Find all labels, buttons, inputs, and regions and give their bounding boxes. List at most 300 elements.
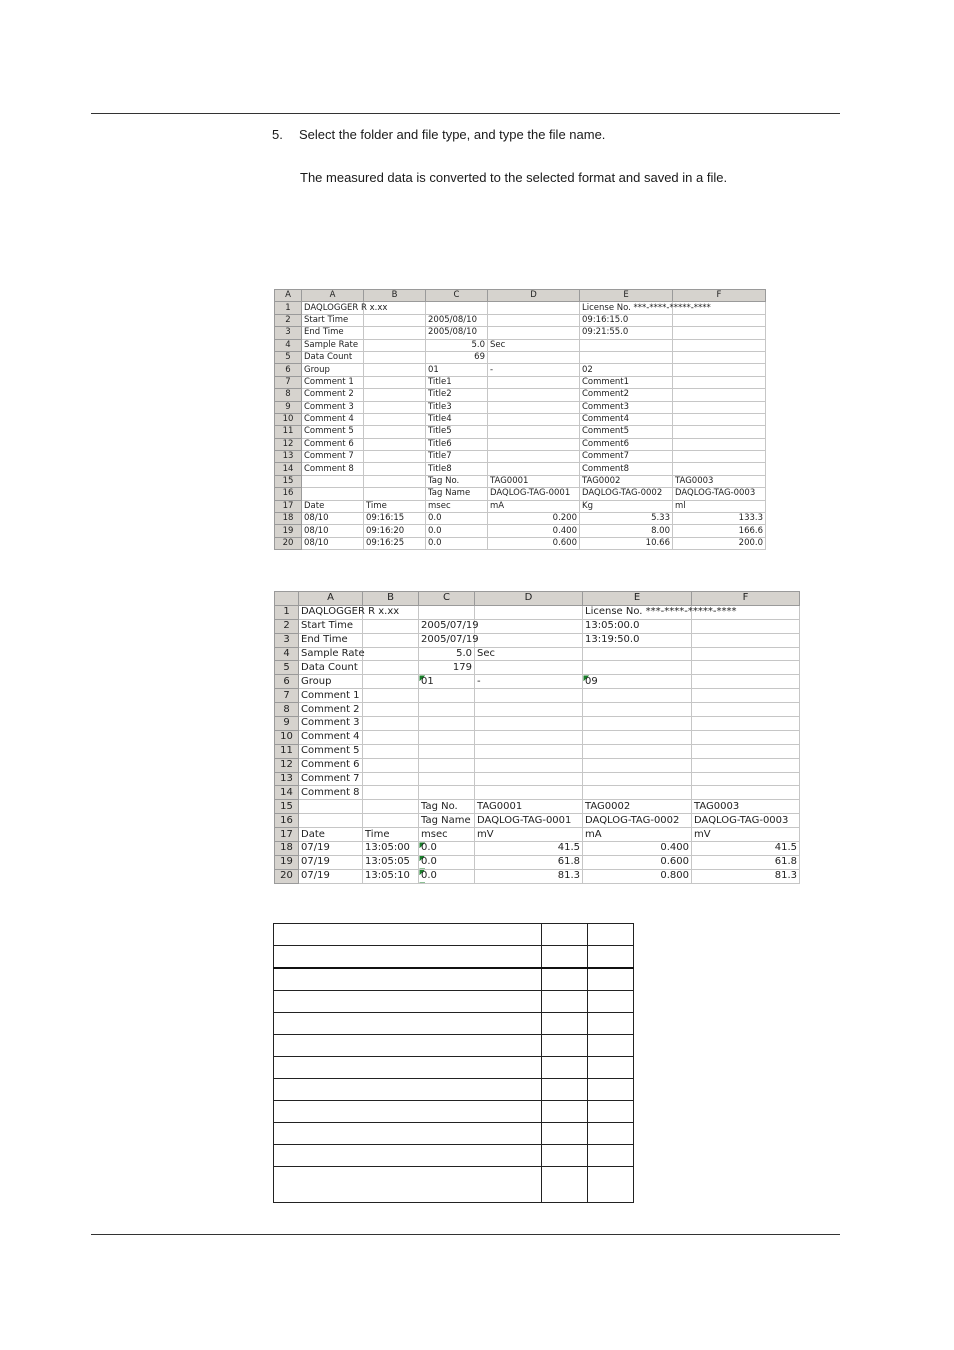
cell-d2[interactable] bbox=[475, 619, 583, 633]
column-header-e[interactable]: E bbox=[583, 592, 692, 606]
cell-f11[interactable] bbox=[673, 426, 766, 438]
cell-e10[interactable] bbox=[583, 730, 692, 744]
cell-f17[interactable]: mV bbox=[692, 828, 800, 842]
column-header-a[interactable]: A bbox=[299, 592, 363, 606]
cell-e20[interactable]: 0.800 bbox=[583, 869, 692, 883]
column-header-f[interactable]: F bbox=[673, 290, 766, 302]
column-header-b[interactable]: B bbox=[364, 290, 426, 302]
step-number: 5. bbox=[272, 127, 283, 142]
cell-d20[interactable]: 0.600 bbox=[488, 537, 580, 549]
cell-e17[interactable]: Kg bbox=[580, 500, 673, 512]
cell-c8[interactable]: Title2 bbox=[426, 389, 488, 401]
cell-e7[interactable]: Comment1 bbox=[580, 376, 673, 388]
cell-e11[interactable] bbox=[583, 744, 692, 758]
cell-f6[interactable] bbox=[692, 675, 800, 689]
row-header[interactable]: 13 bbox=[275, 451, 302, 463]
row-header[interactable]: 10 bbox=[275, 413, 302, 425]
cell-f2[interactable] bbox=[692, 619, 800, 633]
cell-d7[interactable] bbox=[488, 376, 580, 388]
row-header[interactable]: 11 bbox=[275, 744, 299, 758]
cell-c4[interactable]: 5.0 bbox=[426, 339, 488, 351]
row-header[interactable]: 8 bbox=[275, 703, 299, 717]
cell-d4[interactable]: Sec bbox=[475, 647, 583, 661]
cell-a13[interactable]: Comment 7 bbox=[302, 451, 364, 463]
cell-a2[interactable]: Start Time bbox=[299, 619, 363, 633]
cell-d11[interactable] bbox=[488, 426, 580, 438]
cell-c19[interactable]: 0.0 bbox=[419, 855, 475, 869]
row-header[interactable]: 2 bbox=[275, 619, 299, 633]
cell-f13[interactable] bbox=[673, 451, 766, 463]
cell-e4[interactable] bbox=[580, 339, 673, 351]
cell-d14[interactable] bbox=[488, 463, 580, 475]
cell-a8[interactable]: Comment 2 bbox=[302, 389, 364, 401]
cell-a14[interactable]: Comment 8 bbox=[302, 463, 364, 475]
cell-e17[interactable]: mA bbox=[583, 828, 692, 842]
cell-c12[interactable] bbox=[419, 758, 475, 772]
sheet-row bbox=[275, 605, 800, 619]
cell-c2[interactable]: 2005/08/10 bbox=[426, 314, 488, 326]
cell-d13[interactable] bbox=[488, 451, 580, 463]
cell-a4[interactable]: Sample Rate bbox=[299, 647, 363, 661]
row-header[interactable]: 11 bbox=[275, 426, 302, 438]
row-header[interactable]: 19 bbox=[275, 525, 302, 537]
cell-b19[interactable]: 13:05:05 bbox=[363, 855, 419, 869]
cell-f11[interactable] bbox=[692, 744, 800, 758]
row-header[interactable]: 3 bbox=[275, 327, 302, 339]
row-header[interactable]: 17 bbox=[275, 828, 299, 842]
cell-e2[interactable]: 09:16:15.0 bbox=[580, 314, 673, 326]
cell-e14[interactable] bbox=[583, 786, 692, 800]
cell-b18[interactable]: 13:05:00 bbox=[363, 842, 419, 856]
cell-b9[interactable] bbox=[363, 717, 419, 731]
cell-a14[interactable]: Comment 8 bbox=[299, 786, 363, 800]
cell-f12[interactable] bbox=[673, 438, 766, 450]
cell-e13[interactable]: Comment7 bbox=[580, 451, 673, 463]
cell-b14[interactable] bbox=[364, 463, 426, 475]
row-header[interactable]: 4 bbox=[275, 647, 299, 661]
cell-d8[interactable] bbox=[475, 703, 583, 717]
cell-b6[interactable] bbox=[364, 364, 426, 376]
cell-c12[interactable]: Title6 bbox=[426, 438, 488, 450]
cell-c20[interactable]: 0.0 bbox=[426, 537, 488, 549]
cell-e16[interactable]: DAQLOG-TAG-0002 bbox=[580, 488, 673, 500]
cell-d16[interactable]: DAQLOG-TAG-0001 bbox=[475, 814, 583, 828]
cell-b12[interactable] bbox=[364, 438, 426, 450]
row-header[interactable]: 1 bbox=[275, 605, 299, 619]
cell-e13[interactable] bbox=[583, 772, 692, 786]
cell-c17[interactable]: msec bbox=[426, 500, 488, 512]
cell-e18[interactable]: 5.33 bbox=[580, 513, 673, 525]
cell-d15[interactable]: TAG0001 bbox=[488, 475, 580, 487]
cell-a11[interactable]: Comment 5 bbox=[302, 426, 364, 438]
cell-b9[interactable] bbox=[364, 401, 426, 413]
cell-a18[interactable]: 07/19 bbox=[299, 842, 363, 856]
cell-c5[interactable]: 179 bbox=[419, 661, 475, 675]
cell-d10[interactable] bbox=[488, 413, 580, 425]
cell-d19[interactable]: 0.400 bbox=[488, 525, 580, 537]
cell-c16[interactable]: Tag Name bbox=[419, 814, 475, 828]
cell-e1[interactable]: License No. ***-****-*****-**** bbox=[580, 302, 673, 314]
cell-d2[interactable] bbox=[488, 314, 580, 326]
cell-b4[interactable] bbox=[364, 339, 426, 351]
cell-f7[interactable] bbox=[692, 689, 800, 703]
cell-d9[interactable] bbox=[488, 401, 580, 413]
cell-a11[interactable]: Comment 5 bbox=[299, 744, 363, 758]
cell-d7[interactable] bbox=[475, 689, 583, 703]
cell-e19[interactable]: 8.00 bbox=[580, 525, 673, 537]
cell-c6[interactable]: 01 bbox=[419, 675, 475, 689]
cell-e3[interactable]: 09:21:55.0 bbox=[580, 327, 673, 339]
row-header[interactable]: 5 bbox=[275, 351, 302, 363]
cell-b11[interactable] bbox=[364, 426, 426, 438]
cell-e15[interactable]: TAG0002 bbox=[580, 475, 673, 487]
cell-c9[interactable]: Title3 bbox=[426, 401, 488, 413]
cell-f16[interactable]: DAQLOG-TAG-0003 bbox=[673, 488, 766, 500]
cell-f4[interactable] bbox=[673, 339, 766, 351]
cell-c18[interactable]: 0.0 bbox=[426, 513, 488, 525]
column-header-f[interactable]: F bbox=[692, 592, 800, 606]
sheet-row bbox=[275, 619, 800, 633]
cell-f3[interactable] bbox=[673, 327, 766, 339]
cell-d10[interactable] bbox=[475, 730, 583, 744]
cell-d20[interactable]: 81.3 bbox=[475, 869, 583, 883]
cell-f14[interactable] bbox=[692, 786, 800, 800]
cell-a19[interactable]: 07/19 bbox=[299, 855, 363, 869]
row-header[interactable]: 9 bbox=[275, 717, 299, 731]
blank-row bbox=[274, 968, 634, 991]
cell-a7[interactable]: Comment 1 bbox=[299, 689, 363, 703]
cell-a4[interactable]: Sample Rate bbox=[302, 339, 364, 351]
blank-row bbox=[274, 1101, 634, 1123]
cell-c13[interactable]: Title7 bbox=[426, 451, 488, 463]
cell-e9[interactable]: Comment3 bbox=[580, 401, 673, 413]
cell-d17[interactable]: mA bbox=[488, 500, 580, 512]
cell-f6[interactable] bbox=[673, 364, 766, 376]
cell-c10[interactable] bbox=[419, 730, 475, 744]
cell-a9[interactable]: Comment 3 bbox=[302, 401, 364, 413]
cell-b15[interactable] bbox=[363, 800, 419, 814]
row-header[interactable]: 3 bbox=[275, 633, 299, 647]
cell-a19[interactable]: 08/10 bbox=[302, 525, 364, 537]
cell-a2[interactable]: Start Time bbox=[302, 314, 364, 326]
cell-a3[interactable]: End Time bbox=[299, 633, 363, 647]
cell-f18[interactable]: 133.3 bbox=[673, 513, 766, 525]
cell-f19[interactable]: 166.6 bbox=[673, 525, 766, 537]
cell-d5[interactable] bbox=[475, 661, 583, 675]
cell-f16[interactable]: DAQLOG-TAG-0003 bbox=[692, 814, 800, 828]
cell-c7[interactable]: Title1 bbox=[426, 376, 488, 388]
cell-c7[interactable] bbox=[419, 689, 475, 703]
cell-b17[interactable]: Time bbox=[363, 828, 419, 842]
cell-b5[interactable] bbox=[363, 661, 419, 675]
cell-c20[interactable]: 0.0 bbox=[419, 869, 475, 883]
cell-c11[interactable]: Title5 bbox=[426, 426, 488, 438]
cell-c14[interactable]: Title8 bbox=[426, 463, 488, 475]
cell-a16[interactable] bbox=[299, 814, 363, 828]
row-header[interactable]: 17 bbox=[275, 500, 302, 512]
cell-b5[interactable] bbox=[364, 351, 426, 363]
cell-c3[interactable]: 2005/08/10 bbox=[426, 327, 488, 339]
column-header-c[interactable]: C bbox=[426, 290, 488, 302]
cell-a7[interactable]: Comment 1 bbox=[302, 376, 364, 388]
cell-b20[interactable]: 09:16:25 bbox=[364, 537, 426, 549]
cell-c10[interactable]: Title4 bbox=[426, 413, 488, 425]
column-header-row bbox=[275, 290, 766, 302]
cell-c18[interactable]: 0.0 bbox=[419, 842, 475, 856]
cell-e19[interactable]: 0.600 bbox=[583, 855, 692, 869]
cell-b4[interactable] bbox=[363, 647, 419, 661]
cell-a3[interactable]: End Time bbox=[302, 327, 364, 339]
cell-d1[interactable] bbox=[488, 302, 580, 314]
cell-e12[interactable] bbox=[583, 758, 692, 772]
cell-d16[interactable]: DAQLOG-TAG-0001 bbox=[488, 488, 580, 500]
cell-b19[interactable]: 09:16:20 bbox=[364, 525, 426, 537]
cell-a8[interactable]: Comment 2 bbox=[299, 703, 363, 717]
cell-b18[interactable]: 09:16:15 bbox=[364, 513, 426, 525]
column-header-b[interactable]: B bbox=[363, 592, 419, 606]
cell-e18[interactable]: 0.400 bbox=[583, 842, 692, 856]
cell-c11[interactable] bbox=[419, 744, 475, 758]
cell-f4[interactable] bbox=[692, 647, 800, 661]
cell-f12[interactable] bbox=[692, 758, 800, 772]
row-header[interactable]: 13 bbox=[275, 772, 299, 786]
cell-b10[interactable] bbox=[364, 413, 426, 425]
cell-e11[interactable]: Comment5 bbox=[580, 426, 673, 438]
cell-f10[interactable] bbox=[673, 413, 766, 425]
row-header[interactable]: 12 bbox=[275, 758, 299, 772]
cell-d13[interactable] bbox=[475, 772, 583, 786]
row-header[interactable]: 6 bbox=[275, 364, 302, 376]
cell-c17[interactable]: msec bbox=[419, 828, 475, 842]
cell-b7[interactable] bbox=[364, 376, 426, 388]
cell-f15[interactable]: TAG0003 bbox=[692, 800, 800, 814]
cell-b2[interactable] bbox=[364, 314, 426, 326]
cell-f13[interactable] bbox=[692, 772, 800, 786]
column-header-c[interactable]: C bbox=[419, 592, 475, 606]
cell-b8[interactable] bbox=[363, 703, 419, 717]
cell-c14[interactable] bbox=[419, 786, 475, 800]
row-header[interactable]: 12 bbox=[275, 438, 302, 450]
cell-c13[interactable] bbox=[419, 772, 475, 786]
cell-b10[interactable] bbox=[363, 730, 419, 744]
cell-c4[interactable]: 5.0 bbox=[419, 647, 475, 661]
cell-d12[interactable] bbox=[475, 758, 583, 772]
cell-d19[interactable]: 61.8 bbox=[475, 855, 583, 869]
cell-a20[interactable]: 07/19 bbox=[299, 869, 363, 883]
corner-cell[interactable] bbox=[275, 592, 299, 606]
cell-b2[interactable] bbox=[363, 619, 419, 633]
row-header[interactable]: 2 bbox=[275, 314, 302, 326]
cell-b6[interactable] bbox=[363, 675, 419, 689]
blank-cell bbox=[588, 1079, 634, 1101]
cell-d11[interactable] bbox=[475, 744, 583, 758]
cell-c8[interactable] bbox=[419, 703, 475, 717]
cell-b16[interactable] bbox=[363, 814, 419, 828]
column-header-d[interactable]: D bbox=[488, 290, 580, 302]
cell-b3[interactable] bbox=[363, 633, 419, 647]
cell-f9[interactable] bbox=[692, 717, 800, 731]
row-header[interactable]: 9 bbox=[275, 401, 302, 413]
corner-cell[interactable]: A bbox=[275, 290, 302, 302]
column-header-d[interactable]: D bbox=[475, 592, 583, 606]
cell-a13[interactable]: Comment 7 bbox=[299, 772, 363, 786]
cell-b17[interactable]: Time bbox=[364, 500, 426, 512]
cell-a5[interactable]: Data Count bbox=[299, 661, 363, 675]
cell-a1[interactable]: DAQLOGGER R x.xx bbox=[299, 605, 363, 619]
column-header-e[interactable]: E bbox=[580, 290, 673, 302]
cell-e6[interactable]: 09 bbox=[583, 675, 692, 689]
cell-c16[interactable]: Tag Name bbox=[426, 488, 488, 500]
row-header[interactable]: 7 bbox=[275, 689, 299, 703]
cell-d18[interactable]: 0.200 bbox=[488, 513, 580, 525]
cell-d1[interactable] bbox=[475, 605, 583, 619]
cell-f9[interactable] bbox=[673, 401, 766, 413]
cell-f10[interactable] bbox=[692, 730, 800, 744]
cell-c5[interactable]: 69 bbox=[426, 351, 488, 363]
cell-e8[interactable] bbox=[583, 703, 692, 717]
cell-d15[interactable]: TAG0001 bbox=[475, 800, 583, 814]
cell-a10[interactable]: Comment 4 bbox=[299, 730, 363, 744]
cell-c1[interactable] bbox=[426, 302, 488, 314]
cell-d3[interactable] bbox=[488, 327, 580, 339]
row-header[interactable]: 1 bbox=[275, 302, 302, 314]
cell-e12[interactable]: Comment6 bbox=[580, 438, 673, 450]
cell-d9[interactable] bbox=[475, 717, 583, 731]
cell-d3[interactable] bbox=[475, 633, 583, 647]
row-header[interactable]: 15 bbox=[275, 475, 302, 487]
sheet-row bbox=[275, 633, 800, 647]
cell-a9[interactable]: Comment 3 bbox=[299, 717, 363, 731]
cell-a15[interactable] bbox=[302, 475, 364, 487]
cell-e20[interactable]: 10.66 bbox=[580, 537, 673, 549]
row-header[interactable]: 18 bbox=[275, 842, 299, 856]
cell-e2[interactable]: 13:05:00.0 bbox=[583, 619, 692, 633]
cell-a16[interactable] bbox=[302, 488, 364, 500]
cell-a18[interactable]: 08/10 bbox=[302, 513, 364, 525]
cell-f18[interactable]: 41.5 bbox=[692, 842, 800, 856]
row-header[interactable]: 20 bbox=[275, 537, 302, 549]
cell-c1[interactable] bbox=[419, 605, 475, 619]
cell-f5[interactable] bbox=[692, 661, 800, 675]
cell-d14[interactable] bbox=[475, 786, 583, 800]
cell-d12[interactable] bbox=[488, 438, 580, 450]
cell-d6[interactable]: - bbox=[475, 675, 583, 689]
row-header[interactable]: 4 bbox=[275, 339, 302, 351]
row-header[interactable]: 16 bbox=[275, 814, 299, 828]
cell-b20[interactable]: 13:05:10 bbox=[363, 869, 419, 883]
cell-c6[interactable]: 01 bbox=[426, 364, 488, 376]
cell-e14[interactable]: Comment8 bbox=[580, 463, 673, 475]
cell-a15[interactable] bbox=[299, 800, 363, 814]
cell-f3[interactable] bbox=[692, 633, 800, 647]
cell-e7[interactable] bbox=[583, 689, 692, 703]
cell-c9[interactable] bbox=[419, 717, 475, 731]
cell-f8[interactable] bbox=[673, 389, 766, 401]
cell-a17[interactable]: Date bbox=[302, 500, 364, 512]
cell-b12[interactable] bbox=[363, 758, 419, 772]
row-header[interactable]: 14 bbox=[275, 463, 302, 475]
row-header[interactable]: 14 bbox=[275, 786, 299, 800]
cell-a5[interactable]: Data Count bbox=[302, 351, 364, 363]
cell-f20[interactable]: 200.0 bbox=[673, 537, 766, 549]
row-header[interactable]: 20 bbox=[275, 869, 299, 883]
cell-c15[interactable]: Tag No. bbox=[426, 475, 488, 487]
cell-e1[interactable]: License No. ***-****-*****-**** bbox=[583, 605, 692, 619]
cell-c2[interactable]: 2005/07/19 bbox=[419, 619, 475, 633]
cell-b16[interactable] bbox=[364, 488, 426, 500]
cell-a6[interactable]: Group bbox=[299, 675, 363, 689]
cell-b7[interactable] bbox=[363, 689, 419, 703]
cell-b13[interactable] bbox=[363, 772, 419, 786]
cell-a12[interactable]: Comment 6 bbox=[302, 438, 364, 450]
cell-d6[interactable]: - bbox=[488, 364, 580, 376]
cell-a20[interactable]: 08/10 bbox=[302, 537, 364, 549]
cell-f15[interactable]: TAG0003 bbox=[673, 475, 766, 487]
cell-c3[interactable]: 2005/07/19 bbox=[419, 633, 475, 647]
cell-f17[interactable]: ml bbox=[673, 500, 766, 512]
cell-f14[interactable] bbox=[673, 463, 766, 475]
cell-a12[interactable]: Comment 6 bbox=[299, 758, 363, 772]
cell-b14[interactable] bbox=[363, 786, 419, 800]
sheet-row bbox=[275, 786, 800, 800]
cell-e3[interactable]: 13:19:50.0 bbox=[583, 633, 692, 647]
row-header[interactable]: 5 bbox=[275, 661, 299, 675]
cell-b8[interactable] bbox=[364, 389, 426, 401]
cell-b13[interactable] bbox=[364, 451, 426, 463]
cell-a1[interactable]: DAQLOGGER R x.xx bbox=[302, 302, 364, 314]
cell-a10[interactable]: Comment 4 bbox=[302, 413, 364, 425]
cell-f8[interactable] bbox=[692, 703, 800, 717]
row-header[interactable]: 19 bbox=[275, 855, 299, 869]
cell-d17[interactable]: mV bbox=[475, 828, 583, 842]
cell-e4[interactable] bbox=[583, 647, 692, 661]
cell-f20[interactable]: 81.3 bbox=[692, 869, 800, 883]
cell-f7[interactable] bbox=[673, 376, 766, 388]
cell-c19[interactable]: 0.0 bbox=[426, 525, 488, 537]
row-header[interactable]: 8 bbox=[275, 389, 302, 401]
sheet-row bbox=[275, 730, 800, 744]
row-header[interactable]: 6 bbox=[275, 675, 299, 689]
cell-d5[interactable] bbox=[488, 351, 580, 363]
cell-a17[interactable]: Date bbox=[299, 828, 363, 842]
cell-a6[interactable]: Group bbox=[302, 364, 364, 376]
cell-e8[interactable]: Comment2 bbox=[580, 389, 673, 401]
row-header[interactable]: 10 bbox=[275, 730, 299, 744]
row-header[interactable]: 7 bbox=[275, 376, 302, 388]
cell-e5[interactable] bbox=[583, 661, 692, 675]
cell-e10[interactable]: Comment4 bbox=[580, 413, 673, 425]
cell-e5[interactable] bbox=[580, 351, 673, 363]
cell-d18[interactable]: 41.5 bbox=[475, 842, 583, 856]
row-header[interactable]: 18 bbox=[275, 513, 302, 525]
cell-e16[interactable]: DAQLOG-TAG-0002 bbox=[583, 814, 692, 828]
row-header[interactable]: 15 bbox=[275, 800, 299, 814]
row-header[interactable]: 16 bbox=[275, 488, 302, 500]
cell-d8[interactable] bbox=[488, 389, 580, 401]
cell-b15[interactable] bbox=[364, 475, 426, 487]
cell-d4[interactable]: Sec bbox=[488, 339, 580, 351]
cell-c15[interactable]: Tag No. bbox=[419, 800, 475, 814]
cell-f5[interactable] bbox=[673, 351, 766, 363]
cell-e15[interactable]: TAG0002 bbox=[583, 800, 692, 814]
cell-f19[interactable]: 61.8 bbox=[692, 855, 800, 869]
cell-e9[interactable] bbox=[583, 717, 692, 731]
cell-f2[interactable] bbox=[673, 314, 766, 326]
cell-b11[interactable] bbox=[363, 744, 419, 758]
column-header-a[interactable]: A bbox=[302, 290, 364, 302]
cell-e6[interactable]: 02 bbox=[580, 364, 673, 376]
cell-b3[interactable] bbox=[364, 327, 426, 339]
